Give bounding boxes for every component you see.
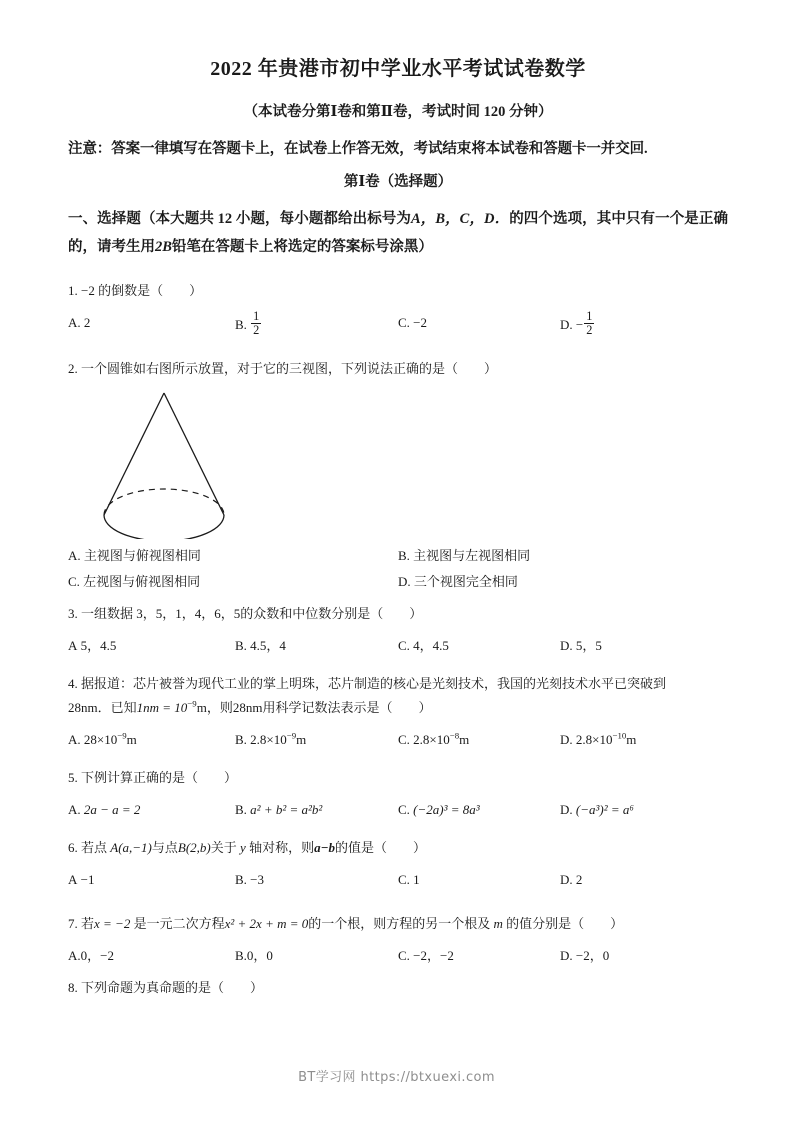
question-1-options <box>68 310 728 344</box>
option-label: A. <box>68 801 81 817</box>
option-text: 2 <box>575 871 583 887</box>
option-unit: m <box>126 731 137 747</box>
question-2-options-row2 <box>68 569 728 595</box>
question-6 <box>68 836 728 893</box>
question-6-point-b: B(2,b) <box>177 839 211 855</box>
question-7-param-m: m <box>493 915 503 931</box>
option-text: 2a − a = 2 <box>83 801 141 817</box>
question-6-stem <box>68 836 728 860</box>
option-label: C. <box>68 573 80 589</box>
option-label: C. <box>398 731 410 747</box>
question-7-stem <box>68 912 728 936</box>
cone-base-front-arc <box>104 515 224 539</box>
option-label: C. <box>398 314 410 330</box>
question-5-option-d[interactable] <box>560 797 634 823</box>
question-6-number: 6. <box>68 839 78 855</box>
option-text: 主视图与左视图相同 <box>413 547 531 563</box>
question-3 <box>68 602 728 659</box>
cone-figure-svg <box>86 387 286 539</box>
question-4-text-line1: 据报道：芯片被誉为现代工业的掌上明珠，芯片制造的核心是光刻技术，我国的光刻技术水平已突破到 <box>81 675 667 691</box>
option-text: 1 <box>413 871 420 887</box>
option-label: A. <box>68 547 81 563</box>
question-3-stem <box>68 602 728 626</box>
question-2-stem <box>68 357 728 381</box>
question-6-axis-y: y <box>240 839 246 855</box>
footer-watermark: BT学习网 https://btxuexi.com <box>298 1070 495 1085</box>
question-7-options <box>68 943 728 969</box>
option-label: B. <box>235 637 247 653</box>
section-heading-part1: 一、选择题（本大题共 12 小题，每小题都给出标号为 <box>68 211 411 227</box>
question-6-text-b: 与点 <box>151 839 178 855</box>
question-7-text-c: 的一个根，则方程的另一个根及 <box>308 915 491 931</box>
question-4-options <box>68 727 728 753</box>
option-label: A <box>68 637 78 653</box>
question-7-option-b[interactable] <box>235 943 273 969</box>
option-label: B. <box>398 547 410 563</box>
option-unit: m <box>296 731 307 747</box>
question-3-option-a[interactable] <box>68 633 116 659</box>
question-3-number: 3. <box>68 605 78 621</box>
question-6-option-a[interactable] <box>68 867 94 893</box>
question-5-option-a[interactable] <box>68 797 140 823</box>
question-7-equation: x² + 2x + m = 0 <box>224 915 309 931</box>
question-1-text: −2 的倒数是（ ） <box>81 282 203 298</box>
option-text: −1 <box>80 871 95 887</box>
question-7-text-b: 是一元二次方程 <box>133 915 225 931</box>
question-6-expression: a−b <box>314 839 335 855</box>
question-1-number: 1. <box>68 282 78 298</box>
exam-notice: 注意：答案一律填写在答题卡上，在试卷上作答无效，考试结束将本试卷和答题卡一并交回. <box>68 141 648 157</box>
option-mantissa: 2.8×10 <box>250 731 287 747</box>
question-7-option-a[interactable] <box>68 943 114 969</box>
question-4-nm-unit: m <box>196 699 207 715</box>
question-6-point-a: A(a,−1) <box>110 839 152 855</box>
cone-diagram <box>86 387 286 539</box>
cone-left-slant <box>104 393 164 515</box>
question-2-option-c[interactable] <box>68 569 200 595</box>
exam-subtitle: （本试卷分第Ⅰ卷和第Ⅱ卷，考试时间 120 分钟） <box>243 104 553 120</box>
option-label: B. <box>235 871 247 887</box>
option-label: D. <box>560 316 573 332</box>
question-7 <box>68 912 728 969</box>
question-5-options <box>68 797 728 823</box>
question-6-options <box>68 867 728 893</box>
option-label: C. <box>398 947 410 963</box>
option-text: 4.5，4 <box>250 637 286 653</box>
question-7-text-a: 若 <box>81 915 95 931</box>
question-5-option-b[interactable] <box>235 797 322 823</box>
minus-sign: − <box>575 316 584 332</box>
option-label: A. <box>68 731 81 747</box>
question-4-option-a[interactable] <box>68 727 137 753</box>
question-4-stem-line2 <box>68 696 728 720</box>
option-label: B. <box>235 801 247 817</box>
option-text: 0，−2 <box>80 947 114 963</box>
option-label: A <box>68 871 78 887</box>
question-8 <box>68 976 728 1000</box>
question-8-stem <box>68 976 728 1000</box>
question-3-option-c[interactable] <box>398 633 449 659</box>
question-4-option-c[interactable] <box>398 727 469 753</box>
fraction-one-half: $\frac{1}{2}$ <box>586 308 593 337</box>
question-4-number: 4. <box>68 675 78 691</box>
option-label: D. <box>560 731 573 747</box>
option-label: A. <box>68 947 81 963</box>
option-label: C. <box>398 637 410 653</box>
option-text: 0，0 <box>246 947 273 963</box>
part-one-title: 第Ⅰ卷（选择题） <box>343 174 453 190</box>
question-4-text-line2a: 28nm．已知 <box>68 699 137 715</box>
question-7-number: 7. <box>68 915 78 931</box>
question-2-option-a[interactable] <box>68 543 201 569</box>
section-heading-multiple-choice <box>68 205 728 262</box>
option-unit: m <box>459 731 470 747</box>
option-label: B. <box>235 731 247 747</box>
option-text: (−2a)³ = 8a³ <box>413 801 480 817</box>
question-3-text: 一组数据 3，5，1，4，6，5的众数和中位数分别是（ ） <box>81 605 423 621</box>
option-text: −2，0 <box>575 947 610 963</box>
question-3-option-b[interactable] <box>235 633 286 659</box>
question-2 <box>68 357 728 595</box>
question-4-option-b[interactable] <box>235 727 306 753</box>
question-1 <box>68 279 728 344</box>
option-text: 5，5 <box>575 637 602 653</box>
option-text: 2 <box>83 314 91 330</box>
question-4 <box>68 672 728 753</box>
question-2-number: 2. <box>68 360 78 376</box>
option-label: B. <box>235 316 247 332</box>
option-text: −2 <box>413 314 428 330</box>
question-6-text-d: 轴对称，则 <box>249 839 315 855</box>
question-4-text-line2b: ，则28nm用科学记数法表示是（ ） <box>206 699 432 715</box>
option-text: −2，−2 <box>413 947 454 963</box>
option-exponent: −9 <box>117 730 127 741</box>
question-7-x-value: x = −2 <box>94 915 131 931</box>
question-3-options <box>68 633 728 659</box>
option-exponent: −9 <box>286 730 297 741</box>
option-exponent: −8 <box>449 730 460 741</box>
option-label: D. <box>560 801 573 817</box>
option-label: D. <box>560 871 573 887</box>
question-7-text-d: 的值分别是（ ） <box>506 915 624 931</box>
question-6-text-c: 关于 <box>210 839 237 855</box>
option-label: D. <box>398 573 411 589</box>
option-text: (−a³)² = a⁶ <box>575 801 634 817</box>
page-title: 2022 年贵港市初中学业水平考试试卷数学 <box>210 58 586 80</box>
question-3-option-d[interactable] <box>560 633 602 659</box>
option-text: −3 <box>250 871 265 887</box>
question-6-text-a: 若点 <box>81 839 108 855</box>
fraction-one-half: $\frac{1}{2}$ <box>253 308 260 337</box>
section-heading-pencil-type: 2B <box>155 239 172 256</box>
option-text: a² + b² = a²b² <box>250 801 323 817</box>
question-7-option-d[interactable] <box>560 943 609 969</box>
question-5-option-c[interactable] <box>398 797 480 823</box>
option-label: C. <box>398 871 410 887</box>
question-1-option-d[interactable] <box>560 310 595 338</box>
option-exponent: −10 <box>612 730 627 741</box>
question-8-text: 下列命题为真命题的是（ ） <box>81 979 264 995</box>
question-2-option-b[interactable] <box>398 543 530 569</box>
question-6-option-c[interactable] <box>398 867 420 893</box>
question-4-nm-equation: 1nm = 10 <box>136 699 188 715</box>
option-mantissa: 2.8×10 <box>575 731 613 747</box>
question-1-option-c[interactable] <box>398 310 427 336</box>
option-unit: m <box>626 731 637 747</box>
question-8-number: 8. <box>68 979 78 995</box>
question-1-option-b[interactable] <box>235 310 262 338</box>
question-2-options-row1 <box>68 543 728 569</box>
question-7-option-c[interactable] <box>398 943 454 969</box>
question-5-stem <box>68 766 728 790</box>
option-mantissa: 2.8×10 <box>413 731 450 747</box>
page-content <box>68 56 728 1000</box>
question-5 <box>68 766 728 823</box>
question-1-option-a[interactable] <box>68 310 90 336</box>
question-5-number: 5. <box>68 769 78 785</box>
question-6-option-d[interactable] <box>560 867 582 893</box>
section-heading-letters: A，B，C，D． <box>410 211 510 227</box>
question-4-nm-exponent: −9 <box>187 698 197 709</box>
cone-right-slant <box>164 393 224 515</box>
question-2-text: 一个圆锥如右图所示放置，对于它的三视图，下列说法正确的是（ ） <box>81 360 498 376</box>
option-text: 三个视图完全相同 <box>413 573 518 589</box>
option-text: 左视图与俯视图相同 <box>83 573 201 589</box>
question-5-text: 下例计算正确的是（ ） <box>81 769 238 785</box>
section-heading-part2: 的四个选项，其中只有一个是正确的，请考生用 <box>68 211 728 256</box>
option-text: 5，4.5 <box>80 637 117 653</box>
question-1-stem <box>68 279 728 303</box>
option-label: A. <box>68 314 81 330</box>
question-6-option-b[interactable] <box>235 867 264 893</box>
option-mantissa: 28×10 <box>83 731 118 747</box>
question-6-text-e: 的值是（ ） <box>334 839 426 855</box>
option-label: B. <box>235 947 247 963</box>
option-label: D. <box>560 637 573 653</box>
question-4-option-d[interactable] <box>560 727 636 753</box>
section-heading-part3: 铅笔在答题卡上将选定的答案标号涂黑） <box>171 239 433 256</box>
option-label: C. <box>398 801 410 817</box>
option-text: 主视图与俯视图相同 <box>83 547 201 563</box>
cone-base-back-arc-dashed <box>104 489 224 515</box>
option-text: 4，4.5 <box>413 637 449 653</box>
option-label: D. <box>560 947 573 963</box>
question-4-stem-line1 <box>68 672 728 696</box>
question-2-option-d[interactable] <box>398 569 518 595</box>
